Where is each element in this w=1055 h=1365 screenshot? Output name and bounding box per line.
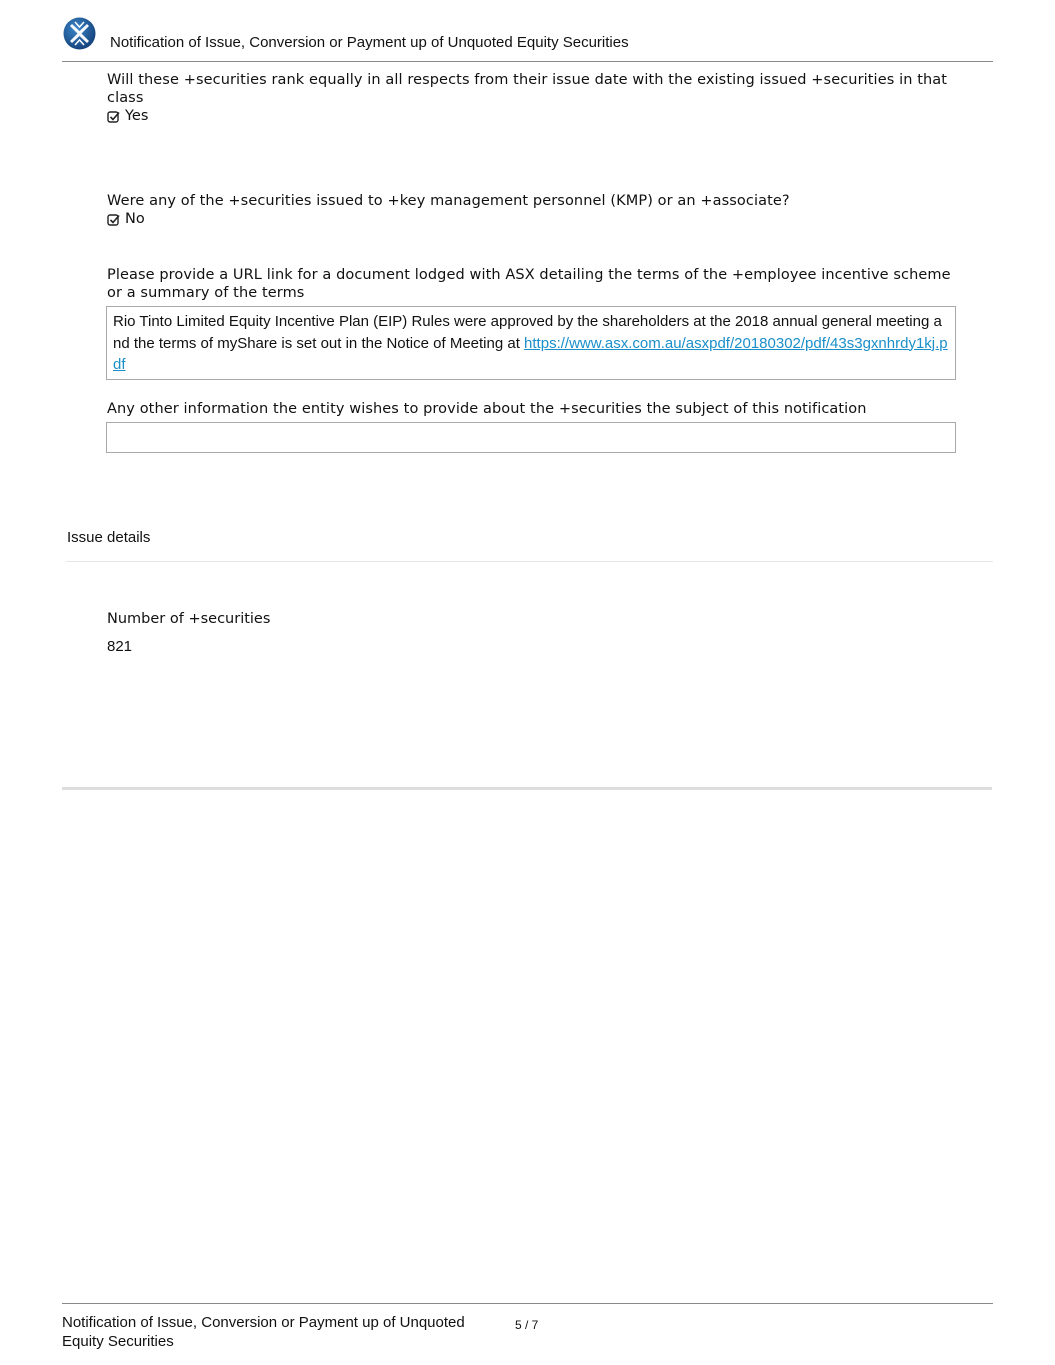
answer-rank-equally	[107, 107, 148, 125]
other-info-response	[106, 422, 956, 453]
question-kmp: Were any of the +securities issued to +key management personnel (KMP) or an +associate?	[107, 193, 790, 209]
number-of-securities-label: Number of +securities	[107, 611, 271, 627]
section-divider	[66, 561, 993, 562]
answer-label: Yes	[125, 108, 149, 124]
asx-logo-icon	[63, 17, 96, 50]
answer-label: No	[125, 211, 145, 227]
checkbox-checked-icon	[107, 110, 120, 123]
url-link-response	[106, 306, 956, 380]
footer-divider	[62, 1303, 993, 1304]
question-other-info: Any other information the entity wishes to provide about the +securities the subject of this notification	[107, 401, 867, 417]
checkbox-checked-icon	[107, 213, 120, 226]
footer-title: Notification of Issue, Conversion or Payment up of Unquoted Equity Securities	[62, 1314, 465, 1350]
section-title-issue-details: Issue details	[67, 529, 151, 546]
page-number: 5 / 7	[515, 1318, 539, 1332]
header-title: Notification of Issue, Conversion or Payment up of Unquoted Equity Securities	[110, 34, 629, 51]
header-divider	[62, 61, 993, 62]
response-text: Rio Tinto Limited Equity Incentive Plan (EIP) Rules were approved by the shareholders at the 2018 annual general meeting and the terms of myShare is set out in the Notice of Meeting at	[113, 313, 942, 352]
section-end-divider	[62, 787, 992, 790]
question-url-link: Please provide a URL link for a document lodged with ASX detailing the terms of the +employee incentive scheme or a summary of the terms	[107, 267, 951, 301]
answer-kmp	[107, 210, 145, 228]
number-of-securities-value: 821	[107, 638, 133, 655]
question-rank-equally: Will these +securities rank equally in all respects from their issue date with the existing issued +securities in that class	[107, 72, 948, 106]
document-link[interactable]: https://www.asx.com.au/asxpdf/20180302/pdf/43s3gxnhrdy1kj.pdf	[113, 334, 948, 373]
